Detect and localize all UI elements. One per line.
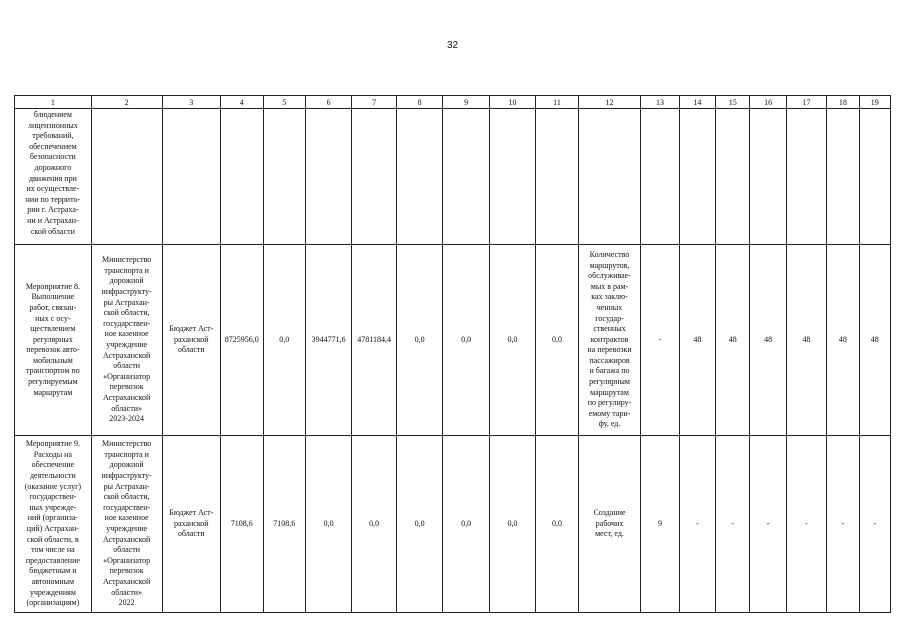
column-number-row (15, 96, 891, 109)
empty-cell (305, 109, 351, 245)
empty-cell (489, 109, 535, 245)
value-cell: 9 (641, 436, 679, 613)
column-number: 18 (827, 96, 859, 109)
column-number: 7 (352, 96, 396, 109)
value-cell: 8725956,0 (221, 245, 263, 436)
value-cell: 0,0 (305, 436, 351, 613)
column-number: 17 (786, 96, 826, 109)
value-cell: 48 (716, 245, 750, 436)
value-cell: 0,0 (396, 245, 442, 436)
indicator-cell: Количество маршрутов, обслуживае- мых в рам- ках заклю- ченных государ- ственных контрактов на перевозки пассажиров и багажа по регулярным маршрутам по регулиру- емому тари- фу, ед. (578, 245, 641, 436)
value-cell: 7108,6 (263, 436, 305, 613)
value-cell: - (716, 436, 750, 613)
executor-cell: Министерство транспорта и дорожной инфраструкту- ры Астрахан- ской области, государствен- ное казенное учреждение Астраханской области «Организатор перевозок Астраханской области» 2023-2024 (91, 245, 162, 436)
value-cell: 48 (827, 245, 859, 436)
activity-name-cell: Мероприятие 9. Расходы на обеспечение деятельности (оказание услуг) государствен- ных учрежде- ний (организа- ций) Астрахан- ской области, в том числе на предоставление бюджетным и автономным учреждениям (организациям) (15, 436, 92, 613)
value-cell: - (786, 436, 826, 613)
column-number: 15 (716, 96, 750, 109)
indicator-cell: Создание рабочих мест, ед. (578, 436, 641, 613)
funding-source-cell: Бюджет Аст- раханской области (162, 245, 221, 436)
value-cell: 48 (679, 245, 715, 436)
funding-source-cell: Бюджет Аст- раханской области (162, 436, 221, 613)
column-number: 11 (536, 96, 578, 109)
value-cell: 48 (750, 245, 786, 436)
empty-cell (641, 109, 679, 245)
empty-cell (750, 109, 786, 245)
column-number: 10 (489, 96, 535, 109)
empty-cell (578, 109, 641, 245)
program-table (14, 95, 891, 613)
column-number: 12 (578, 96, 641, 109)
table-row (15, 109, 891, 245)
value-cell: 48 (786, 245, 826, 436)
value-cell: - (827, 436, 859, 613)
value-cell: 0,0 (443, 245, 489, 436)
table-row (15, 245, 891, 436)
column-number: 4 (221, 96, 263, 109)
column-number: 1 (15, 96, 92, 109)
empty-cell (352, 109, 396, 245)
activity-name-cell: Мероприятие 8. Выполнение работ, связан- ных с осу- ществлением регулярных перевозок авто- мобильным транспортом по регулируемым маршрутам (15, 245, 92, 436)
value-cell: 0,0 (263, 245, 305, 436)
empty-cell (162, 109, 221, 245)
value-cell: - (679, 436, 715, 613)
value-cell: 0,0 (536, 245, 578, 436)
value-cell: 7108,6 (221, 436, 263, 613)
empty-cell (859, 109, 890, 245)
value-cell: 0,0 (489, 245, 535, 436)
empty-cell (443, 109, 489, 245)
empty-cell (716, 109, 750, 245)
value-cell: 48 (859, 245, 890, 436)
column-number: 8 (396, 96, 442, 109)
column-number: 19 (859, 96, 890, 109)
value-cell: 3944771,6 (305, 245, 351, 436)
empty-cell (827, 109, 859, 245)
empty-cell (536, 109, 578, 245)
value-cell: 0,0 (443, 436, 489, 613)
executor-cell: Министерство транспорта и дорожной инфраструкту- ры Астрахан- ской области, государствен- ное казенное учреждение Астраханской области «Организатор перевозок Астраханской области» 2022 (91, 436, 162, 613)
value-cell: - (750, 436, 786, 613)
column-number: 3 (162, 96, 221, 109)
column-number: 5 (263, 96, 305, 109)
continuation-text-cell: блюдением лицензионных требований, обеспечением безопасности дорожного движения при их осуществле- нии по террито- рии г. Астраха- ни и Астрахан- ской области (15, 109, 92, 245)
value-cell: 0,0 (536, 436, 578, 613)
page-number: 32 (446, 40, 459, 51)
column-number: 2 (91, 96, 162, 109)
column-number: 13 (641, 96, 679, 109)
value-cell: 0,0 (352, 436, 396, 613)
column-number: 6 (305, 96, 351, 109)
column-number: 9 (443, 96, 489, 109)
value-cell: 0,0 (396, 436, 442, 613)
column-number: 14 (679, 96, 715, 109)
value-cell: 0,0 (489, 436, 535, 613)
empty-cell (679, 109, 715, 245)
empty-cell (396, 109, 442, 245)
empty-cell (786, 109, 826, 245)
empty-cell (263, 109, 305, 245)
empty-cell (221, 109, 263, 245)
table-row (15, 436, 891, 613)
value-cell: - (641, 245, 679, 436)
value-cell: 4781184,4 (352, 245, 396, 436)
column-number: 16 (750, 96, 786, 109)
empty-cell (91, 109, 162, 245)
value-cell: - (859, 436, 890, 613)
